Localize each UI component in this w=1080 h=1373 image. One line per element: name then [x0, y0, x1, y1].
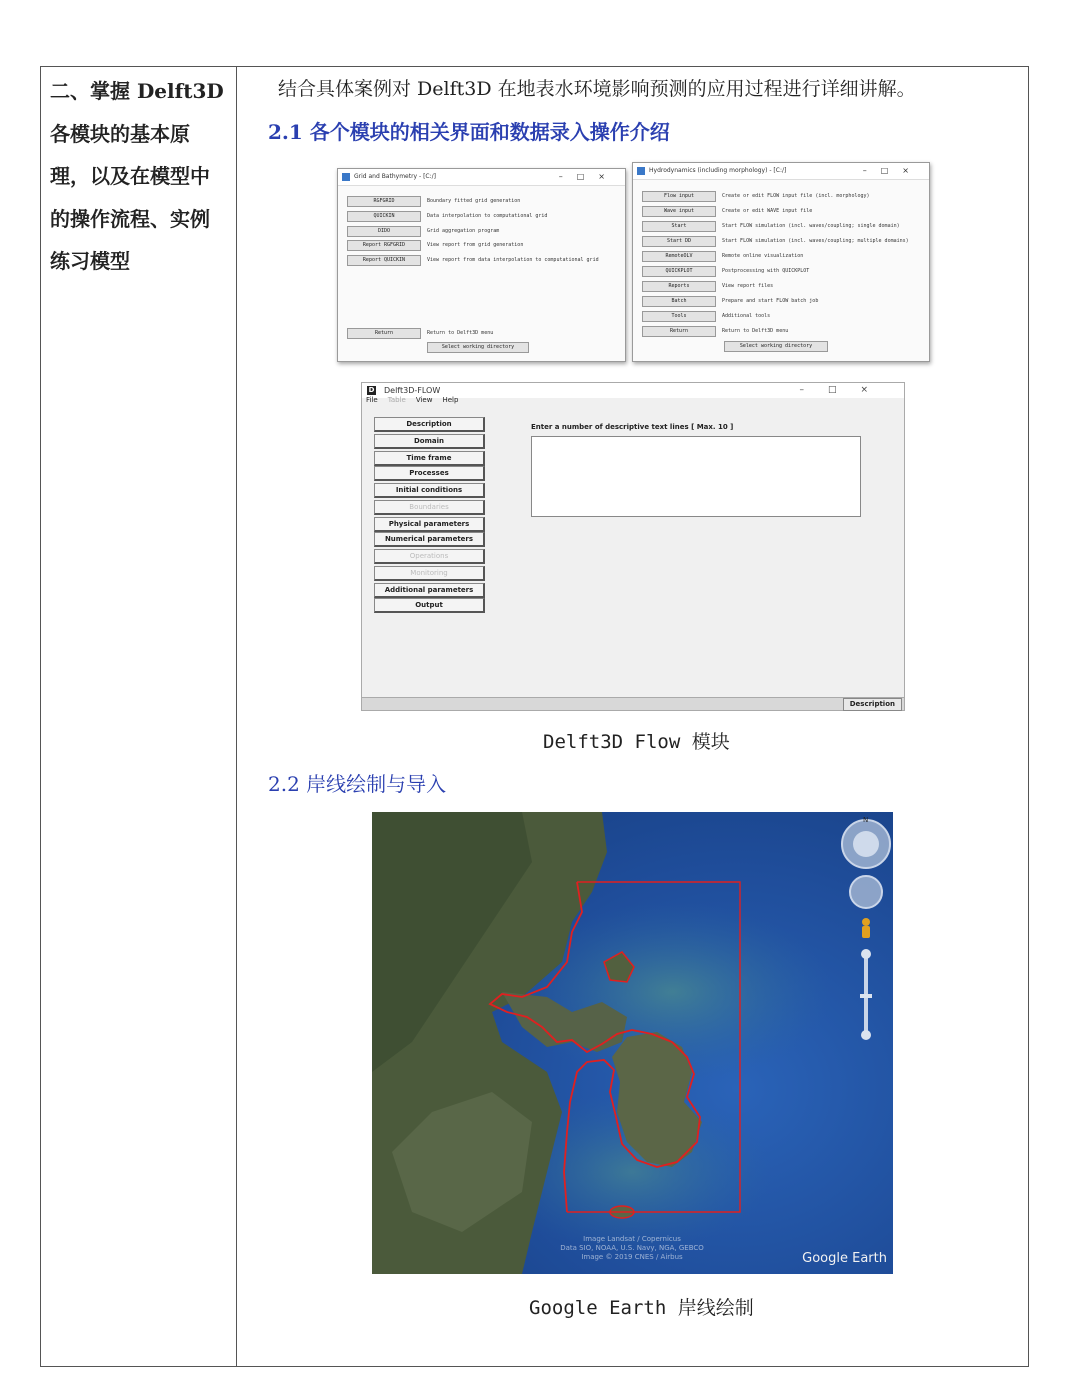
nav-boundaries-button: Boundaries	[374, 500, 485, 515]
menu-bar	[366, 396, 468, 404]
window-title: Grid and Bathymetry - [C:/]	[354, 173, 436, 180]
left-cell-line: 二、掌握 Delft3D	[50, 79, 224, 103]
nav-initial-conditions-button[interactable]: Initial conditions	[374, 483, 485, 498]
attribution-line: Data SIO, NOAA, U.S. Navy, NGA, GEBCO	[560, 1244, 704, 1252]
left-cell-line: 各模块的基本原	[50, 121, 190, 146]
menu-table[interactable]: Table	[387, 396, 406, 404]
left-cell-line: 的操作流程、实例	[50, 206, 210, 231]
nav-additional-parameters-button[interactable]: Additional parameters	[374, 583, 485, 598]
rgfgrid-button[interactable]: RGFGRID	[347, 196, 421, 207]
row-description: Postprocessing with QUICKPLOT	[722, 268, 810, 274]
section-heading-2-1: 2.1 各个模块的相关界面和数据录入操作介绍	[268, 120, 670, 144]
window-titlebar	[338, 169, 625, 186]
window-title: Delft3D-FLOW	[384, 386, 441, 395]
tools-button[interactable]: Tools	[642, 311, 716, 322]
row-description: View report files	[722, 283, 774, 289]
nav-processes-button[interactable]: Processes	[374, 466, 485, 481]
dido-button[interactable]: DIDO	[347, 226, 421, 237]
nav-numerical-parameters-button[interactable]: Numerical parameters	[374, 532, 485, 547]
google-earth-map[interactable]	[372, 812, 893, 1274]
nav-description-button[interactable]: Description	[374, 417, 485, 432]
start-button[interactable]: Start	[642, 221, 716, 232]
report-quickin-button[interactable]: Report QUICKIN	[347, 255, 421, 266]
wave-input-button[interactable]: Wave input	[642, 206, 716, 217]
row-description: View report from data interpolation to computational grid	[427, 257, 599, 263]
description-textarea[interactable]	[531, 436, 861, 517]
row-description: Prepare and start FLOW batch job	[722, 298, 819, 304]
batch-button[interactable]: Batch	[642, 296, 716, 307]
reports-button[interactable]: Reports	[642, 281, 716, 292]
menu-help[interactable]: Help	[442, 396, 459, 404]
nav-physical-parameters-button[interactable]: Physical parameters	[374, 517, 485, 532]
map-attribution	[522, 1235, 742, 1262]
row-description: Additional tools	[722, 313, 771, 319]
window-controls[interactable]: –□×	[558, 172, 619, 181]
select-working-directory-button[interactable]: Select working directory	[427, 342, 529, 353]
attribution-line: Image Landsat / Copernicus	[583, 1235, 681, 1243]
start-dd-button[interactable]: Start DD	[642, 236, 716, 247]
report-rgfgrid-button[interactable]: Report RGFGRID	[347, 240, 421, 251]
row-description: Grid aggregation program	[427, 228, 500, 234]
row-description: Start FLOW simulation (incl. waves/coupling; single domain)	[722, 223, 900, 229]
remoteolv-button[interactable]: RemoteOLV	[642, 251, 716, 262]
return-button[interactable]: Return	[347, 328, 421, 339]
satellite-image	[372, 812, 893, 1274]
left-cell	[50, 70, 230, 283]
row-description: Boundary fitted grid generation	[427, 198, 521, 204]
status-bar	[362, 697, 904, 710]
google-earth-logo: Google Earth	[802, 1251, 887, 1266]
flow-input-button[interactable]: Flow input	[642, 191, 716, 202]
intro-paragraph: 结合具体案例对 Delft3D 在地表水环境影响预测的应用过程进行详细讲解。	[278, 78, 916, 100]
nav-output-button[interactable]: Output	[374, 598, 485, 613]
quickplot-button[interactable]: QUICKPLOT	[642, 266, 716, 277]
nav-monitoring-button: Monitoring	[374, 566, 485, 581]
table-column-divider	[236, 66, 237, 1367]
nav-operations-button: Operations	[374, 549, 485, 564]
delft3d-logo-icon: D	[368, 386, 375, 394]
description-prompt: Enter a number of descriptive text lines [ Max. 10 ]	[531, 423, 734, 431]
select-working-directory-button[interactable]: Select working directory	[724, 341, 828, 352]
grid-bathymetry-window	[337, 168, 626, 362]
hydrodynamics-window	[632, 162, 930, 362]
nav-domain-button[interactable]: Domain	[374, 434, 485, 449]
row-description: Return to Delft3D menu	[427, 330, 494, 336]
left-cell-line: 理，以及在模型中	[50, 164, 210, 188]
row-description: Create or edit WAVE input file	[722, 208, 813, 214]
app-icon	[342, 173, 350, 181]
attribution-line: Image © 2019 CNES / Airbus	[581, 1253, 683, 1261]
menu-file[interactable]: File	[366, 396, 378, 404]
window-controls[interactable]: –□×	[799, 385, 892, 395]
row-description: Remote online visualization	[722, 253, 804, 259]
menu-view[interactable]: View	[415, 396, 433, 404]
row-description: Return to Delft3D menu	[722, 328, 789, 334]
row-description: Create or edit FLOW input file (incl. morphology)	[722, 193, 870, 199]
window-titlebar	[633, 163, 929, 180]
row-description: View report from grid generation	[427, 242, 524, 248]
svg-text:N: N	[863, 816, 869, 824]
figure-caption-flow: Delft3D Flow 模块	[543, 731, 730, 753]
figure-caption-map: Google Earth 岸线绘制	[529, 1297, 754, 1319]
row-description: Start FLOW simulation (incl. waves/coupling; multiple domains)	[722, 238, 909, 244]
status-label: Description	[843, 698, 902, 711]
row-description: Data interpolation to computational grid	[427, 213, 548, 219]
return-button[interactable]: Return	[642, 326, 716, 337]
app-icon	[637, 167, 645, 175]
window-title: Hydrodynamics (including morphology) - [C:/]	[649, 167, 787, 174]
nav-time-frame-button[interactable]: Time frame	[374, 451, 485, 466]
street-view-pegman-icon[interactable]	[862, 918, 870, 938]
quickin-button[interactable]: QUICKIN	[347, 211, 421, 222]
left-cell-line: 练习模型	[50, 249, 130, 273]
pan-control-icon[interactable]	[850, 876, 882, 908]
delft3d-flow-window	[361, 382, 905, 711]
window-controls[interactable]: –□×	[862, 166, 923, 175]
section-heading-2-2: 2.2 岸线绘制与导入	[268, 772, 447, 796]
